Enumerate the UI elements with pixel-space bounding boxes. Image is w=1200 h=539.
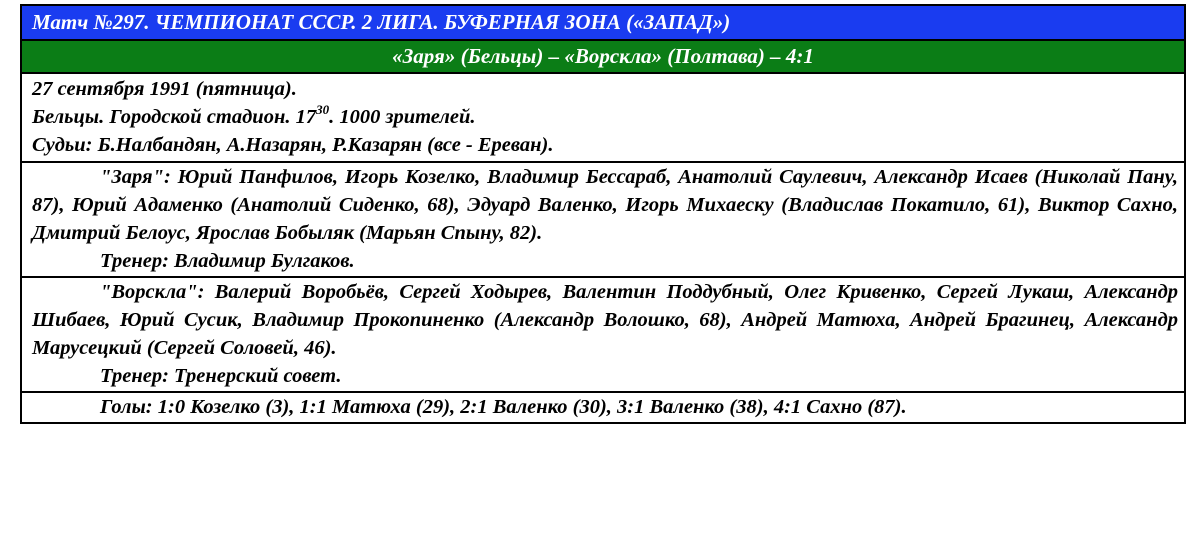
away-lineup: "Ворскла": Валерий Воробьёв, Сергей Ходырев, Валентин Поддубный, Олег Кривенко, Сергей Лукаш, Александр Шибаев, Юрий Сусик, Владимир Прокопиненко (Александр Волошко, 68), Андрей Матюха, Андрей Брагинец, Александр Марусецкий (Сергей Соловей, 46). [32, 281, 1178, 359]
home-lineup: "Заря": Юрий Панфилов, Игорь Козелко, Владимир Бессараб, Анатолий Саулевич, Александр Исаев (Николай Пану, 87), Юрий Адаменко (Анатолий Сиденко, 68), Эдуард Валенко, Игорь Михаеску (Владислав Покатило, 61), Виктор Сахно, Дмитрий Белоус, Ярослав Бобыляк (Марьян Спыну, 82). [32, 166, 1178, 244]
match-referees: Судьи: Б.Налбандян, А.Назарян, Р.Казарян (все - Ереван). [32, 134, 554, 156]
match-info-section [22, 74, 1184, 163]
match-score-line: «Заря» (Бельцы) – «Ворскла» (Полтава) – 4:1 [22, 41, 1184, 74]
venue-attendance: . 1000 зрителей. [329, 106, 476, 128]
away-coach: Тренер: Тренерский совет. [100, 365, 342, 387]
home-team-section [22, 163, 1184, 278]
goals-text: Голы: 1:0 Козелко (3), 1:1 Матюха (29), 2:1 Валенко (30), 3:1 Валенко (38), 4:1 Сахно (87). [100, 396, 907, 418]
goals-section [22, 393, 1184, 424]
kickoff-minutes: 30 [316, 102, 330, 117]
venue-text: Бельцы. Городской стадион. 17 [32, 106, 317, 128]
match-venue [32, 103, 1178, 131]
away-team-section [22, 278, 1184, 393]
match-date: 27 сентября 1991 (пятница). [32, 78, 297, 100]
home-coach: Тренер: Владимир Булгаков. [100, 250, 355, 272]
match-title: Матч №297. ЧЕМПИОНАТ СССР. 2 ЛИГА. БУФЕРНАЯ ЗОНА («ЗАПАД») [22, 4, 1184, 41]
match-report-table [20, 4, 1186, 424]
